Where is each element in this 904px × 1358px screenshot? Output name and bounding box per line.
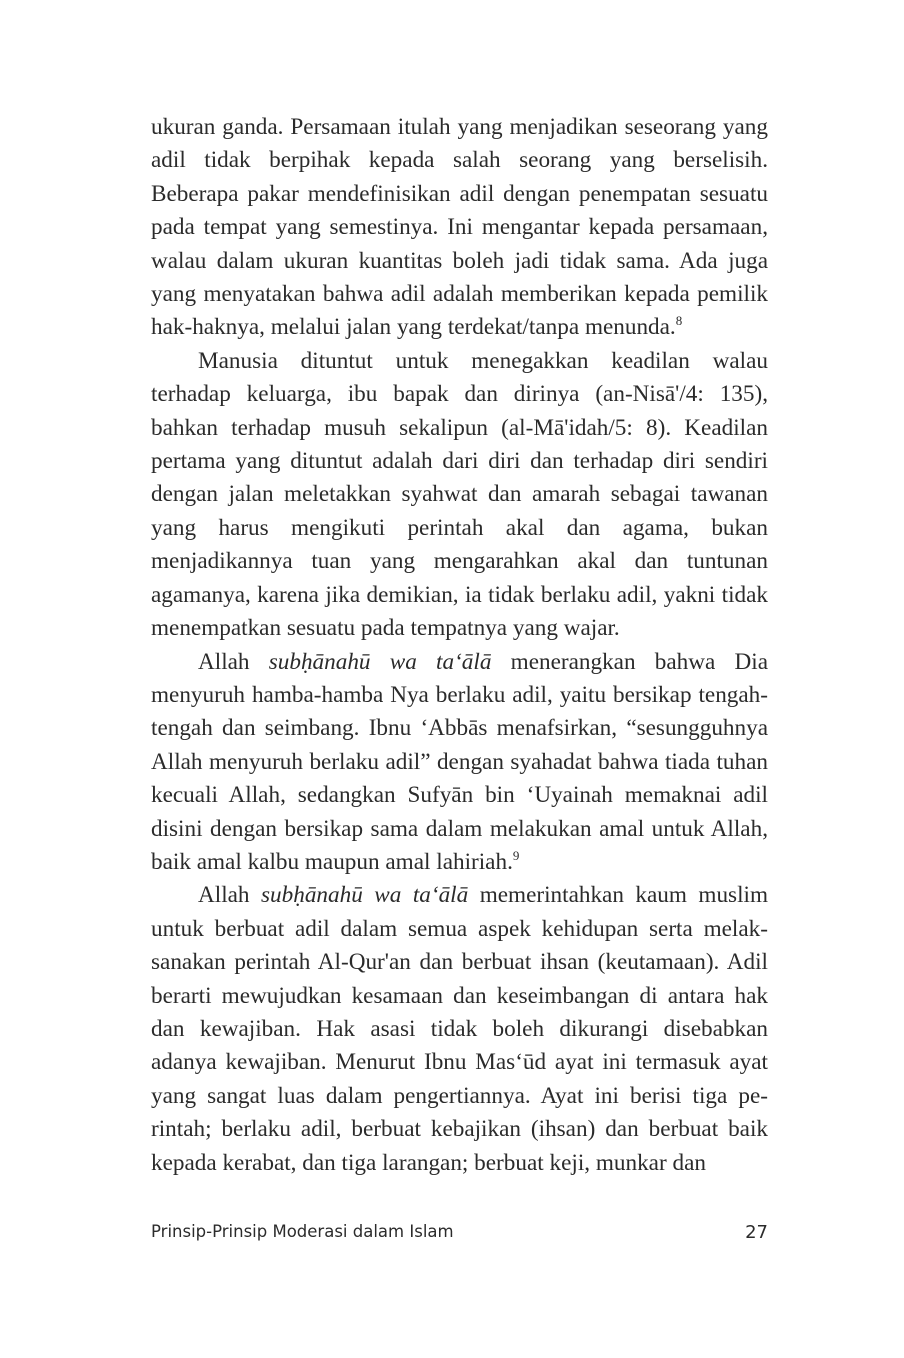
page-footer xyxy=(151,1222,768,1246)
paragraph-3-text-start: Allah xyxy=(198,648,269,675)
paragraph-1 xyxy=(151,111,768,345)
running-footer-title: Prinsip-Prinsip Moderasi dalam Islam xyxy=(151,1222,454,1241)
footnote-ref-8[interactable]: 8 xyxy=(675,313,683,329)
paragraph-3-text-rest: menerangkan bahwa Dia menyuruh hamba-hamba Nya berlaku adil, yaitu bersikap tengah-tengah dan seimbang. Ibnu ‘Abbās menafsirkan, “sesungguhnya Allah menyuruh berlaku adil” dengan syahadat bahwa tiada tuhan kecuali Allah, sedangkan Sufyān bin ‘Uyainah memaknai adil disini dengan bersikap sama dalam melakukan amal untuk Allah, baik amal kalbu maupun amal lahiriah. xyxy=(151,648,769,875)
page-body xyxy=(151,111,768,1180)
footnote-ref-9[interactable]: 9 xyxy=(512,847,520,863)
page-number: 27 xyxy=(745,1222,768,1243)
paragraph-4-text-rest: memerintahkan kaum muslim untuk berbuat adil dalam semua aspek kehidupan serta melaksanakan perintah Al-Qur'an dan berbuat ihsan (keutamaan). Adil berarti mewujudkan kesamaan dan keseimbangan di antara hak dan kewajiban. Hak asasi tidak boleh dikurangi disebabkan adanya kewajiban. Menurut Ibnu Mas‘ūd ayat ini termasuk ayat yang sangat luas dalam pengertiannya. Ayat ini berisi tiga perintah; berlaku adil, berbuat kebajikan (ihsan) dan berbuat baik kepada kerabat, dan tiga larangan; berbuat keji, munkar dan xyxy=(151,882,768,1176)
paragraph-3 xyxy=(151,646,768,880)
paragraph-2 xyxy=(151,345,768,646)
paragraph-4-text-start: Allah xyxy=(198,882,262,909)
paragraph-4-honorific: subḥānahū wa ta‘ālā xyxy=(261,882,469,909)
paragraph-2-text: Manusia dituntut untuk menegakkan keadilan walau terhadap keluarga, ibu bapak dan dirinya (an-Nisā'/4: 135), bahkan terhadap musuh sekalipun (al-Mā'idah/5: 8). Keadilan pertama yang dituntut adalah dari diri dan terhadap diri sendiri dengan jalan meletakkan syahwat dan amarah sebagai tawanan yang harus mengikuti perintah akal dan agama, bukan menjadikannya tuan yang mengarahkan akal dan tuntunan agamanya, karena jika demikian, ia tidak berlaku adil, yakni tidak menempatkan sesuatu pada tempatnya yang wajar. xyxy=(151,347,768,642)
paragraph-3-honorific: subḥānahū wa ta‘ālā xyxy=(268,648,492,675)
paragraph-4 xyxy=(151,879,768,1180)
paragraph-1-text: ukuran ganda. Persamaan itulah yang menjadikan seseorang yang adil tidak berpihak kepada salah seorang yang berselisih. Beberapa pakar mendefinisikan adil dengan penempatan sesuatu pada tempat yang semestinya. Ini mengantar kepada persamaan, walau dalam ukuran kuantitas boleh jadi tidak sama. Ada juga yang menyatakan bahwa adil adalah memberikan kepada pemilik hak-haknya, melalui jalan yang terdekat/tanpa menunda. xyxy=(151,114,768,341)
